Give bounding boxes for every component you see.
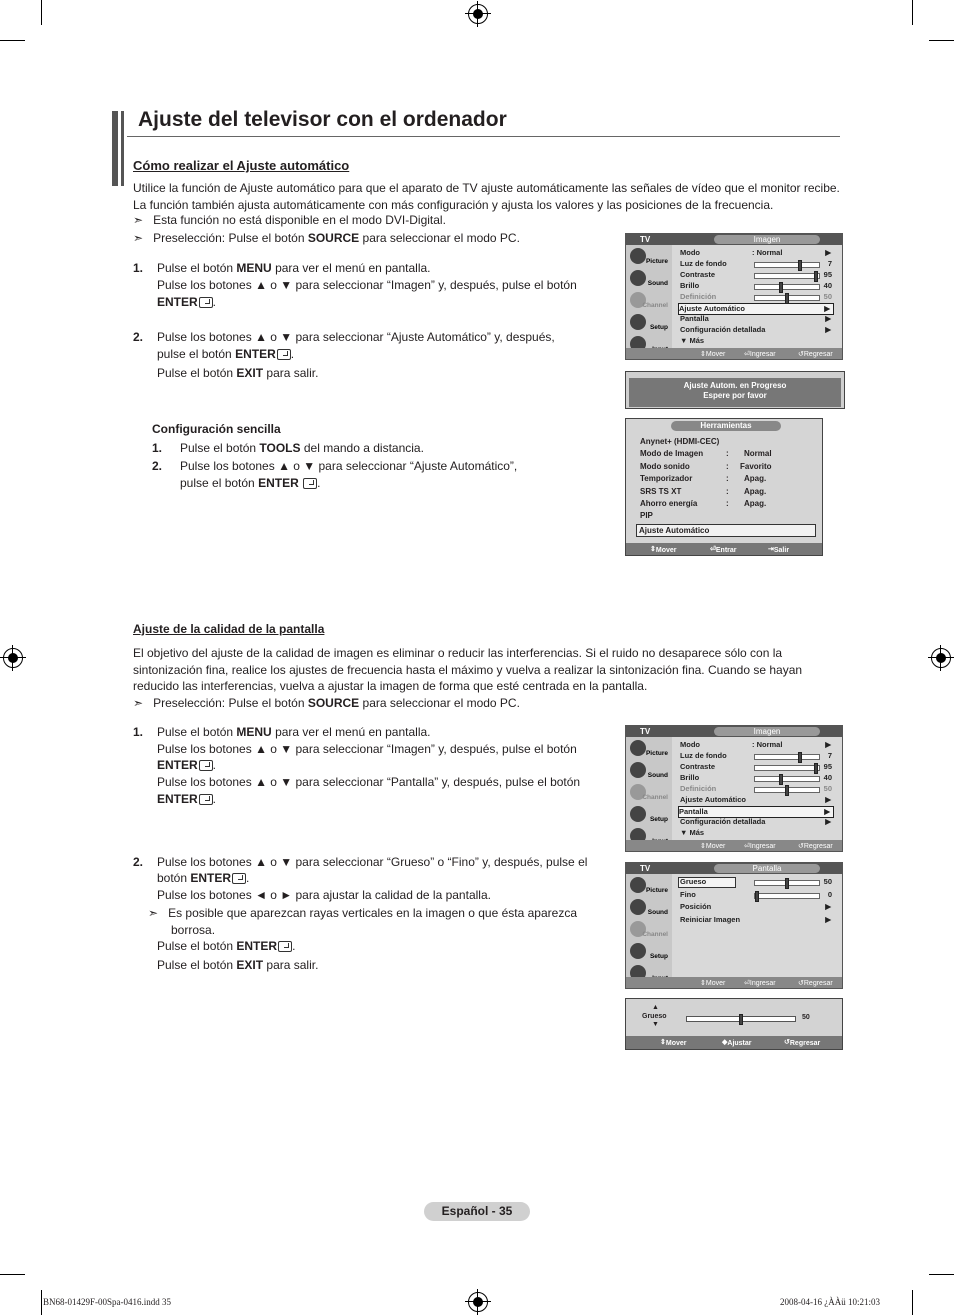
- tools-row: Modo sonido : Favorito: [640, 462, 772, 471]
- setup-icon: [630, 806, 646, 822]
- osd-row-brillo: Brillo 40: [680, 281, 834, 291]
- step-text: Pulse el botón EXIT para salir.: [157, 366, 319, 380]
- side-label: Sound: [647, 772, 668, 779]
- tools-selected-row: Ajuste Automático: [636, 524, 816, 537]
- enter-icon: [232, 873, 246, 884]
- step-text: Pulse el botón ENTER .: [157, 939, 296, 953]
- up-arrow-icon: ▲: [652, 1004, 659, 1011]
- step-text: Pulse el botón MENU para ver el menú en pantalla.: [157, 261, 431, 275]
- osd-row-fino: Fino 0: [680, 890, 834, 900]
- header-bar: [121, 111, 124, 186]
- tools-row: Anynet+ (HDMI-CEC): [640, 437, 720, 446]
- footer-file-info: BN68-01429F-00Spa-0416.indd 35: [43, 1297, 171, 1307]
- step-text: ENTER .: [157, 758, 217, 772]
- osd-row-contraste: Contraste 95: [680, 762, 834, 772]
- side-label: Setup: [649, 816, 668, 823]
- side-label: Setup: [649, 324, 668, 331]
- enter-icon: [199, 297, 213, 308]
- enter-icon: [303, 478, 317, 489]
- tools-row: Modo de Imagen : Normal: [640, 449, 772, 458]
- header-bar: [112, 111, 118, 186]
- osd-tv-label: TV: [640, 727, 651, 736]
- progress-line: Ajuste Autom. en Progreso: [683, 381, 787, 390]
- tools-menu: Herramientas Anynet+ (HDMI-CEC) Modo de Imagen : Normal Modo sonido : Favorito Temporizador : Apag. SRS TS XT : Apag. Ahorro energía : Apag. PIP Ajuste Automático ⇕ Mover ⏎ Entrar ⇥ Salir: [625, 418, 823, 556]
- enter-icon: [199, 760, 213, 771]
- step-text: Pulse los botones ◄ o ► para ajustar la calidad de la pantalla.: [157, 888, 491, 902]
- picture-icon: [630, 740, 646, 756]
- osd-row-definicion: Definición 50: [680, 292, 834, 302]
- slider-knob: [755, 891, 759, 902]
- page-number-label: Español - 35: [424, 1202, 530, 1221]
- progress-line: Espere por favor: [703, 391, 767, 400]
- osd-row-luz: Luz de fondo 7: [680, 259, 834, 269]
- note: ➣ Preselección: Pulse el botón SOURCE para seleccionar el modo PC.: [133, 231, 520, 245]
- tools-title: Herramientas: [671, 421, 781, 431]
- down-arrow-icon: ▼: [652, 1021, 659, 1028]
- step-number: 1.: [152, 441, 163, 455]
- tools-row: Temporizador : Apag.: [640, 474, 767, 483]
- crop-mark: [929, 40, 954, 41]
- auto-adjust-progress-dialog: [625, 371, 845, 409]
- side-label: Setup: [649, 953, 668, 960]
- side-label: Channel: [642, 302, 668, 309]
- osd-row-definicion: Definición 50: [680, 784, 834, 794]
- step-text: Pulse los botones ▲ o ▼ para seleccionar “Pantalla” y, después, pulse el botón: [157, 775, 581, 789]
- grueso-adjust-bar: ▲ Grueso ▼ 50 ⇕ Mover ◆ Ajustar ↺ Regresar: [625, 998, 843, 1050]
- osd-row-ajuste: Ajuste Automático ▶: [680, 795, 831, 804]
- side-label: Channel: [642, 931, 668, 938]
- note-arrow-icon: ➣: [133, 231, 144, 245]
- footer-timestamp: 2008-04-16 ¿ÀÀü 10:21:03: [780, 1297, 880, 1307]
- side-label: Sound: [647, 280, 668, 287]
- tools-row: SRS TS XT : Apag.: [640, 487, 767, 496]
- osd-row-posicion: Posición ▶: [680, 902, 831, 911]
- picture-icon: [630, 877, 646, 893]
- side-label: Picture: [645, 887, 668, 894]
- step-text: Pulse los botones ▲ o ▼ para seleccionar “Ajuste Automático”,: [180, 459, 518, 473]
- step-number: 2.: [152, 459, 163, 473]
- osd-row-mas: ▼ Más: [680, 336, 705, 345]
- registration-mark-icon: [468, 4, 488, 24]
- enter-icon: [199, 794, 213, 805]
- osd-row-ajuste-selected: Ajuste Automático ▶: [678, 303, 834, 315]
- note: borrosa.: [171, 923, 216, 937]
- crop-mark: [41, 1290, 42, 1315]
- step-text: Pulse los botones ▲ o ▼ para seleccionar “Imagen” y, después, pulse el botón: [157, 278, 577, 292]
- osd-tab-title: Imagen: [714, 727, 820, 736]
- crop-mark: [41, 0, 42, 25]
- step-number: 2.: [133, 855, 144, 869]
- registration-mark-icon: [931, 648, 951, 668]
- osd-row-config: Configuración detallada ▶: [680, 325, 831, 334]
- crop-mark: [929, 1274, 954, 1275]
- step-text: pulse el botón ENTER .: [180, 476, 321, 490]
- side-label: Picture: [645, 258, 668, 265]
- osd-tab-title: Pantalla: [714, 864, 820, 873]
- page-title: Ajuste del televisor con el ordenador: [138, 108, 507, 131]
- step-text: ENTER .: [157, 792, 217, 806]
- side-label: Channel: [642, 794, 668, 801]
- intro-paragraph: Utilice la función de Ajuste automático para que el aparato de TV ajuste automáticamente las señales de vídeo que el monitor recibe. La función también ajusta automáticamente con más configuración y ajusta los valores y las posiciones de la frecuencia.: [133, 181, 840, 212]
- step-number: 1.: [133, 725, 144, 739]
- step-text: Pulse los botones ▲ o ▼ para seleccionar “Grueso” o “Fino” y, después, pulse el: [157, 855, 588, 869]
- note: ➣ Preselección: Pulse el botón SOURCE para seleccionar el modo PC.: [133, 696, 520, 710]
- step-text: ENTER .: [157, 295, 217, 309]
- step-number: 1.: [133, 261, 144, 275]
- sound-icon: [630, 899, 646, 915]
- side-label: Picture: [645, 750, 668, 757]
- osd-row-pantalla: Pantalla ▶: [680, 314, 831, 323]
- osd-row-grueso: Grueso 50: [680, 877, 834, 887]
- tools-row: PIP: [640, 511, 653, 520]
- adjust-track: [686, 1016, 796, 1022]
- enter-icon: [278, 941, 292, 952]
- registration-mark-icon: [3, 648, 23, 668]
- sound-icon: [630, 762, 646, 778]
- setup-icon: [630, 943, 646, 959]
- osd-tab-title: Imagen: [714, 235, 820, 244]
- step-text: Pulse los botones ▲ o ▼ para seleccionar “Imagen” y, después, pulse el botón: [157, 742, 577, 756]
- side-label: Sound: [647, 909, 668, 916]
- adjust-value: 50: [802, 1014, 810, 1021]
- step-number: 2.: [133, 330, 144, 344]
- osd-row-mas: ▼ Más: [680, 828, 705, 837]
- crop-mark: [912, 0, 913, 25]
- note: ➣ Es posible que aparezcan rayas verticales en la imagen o que ésta aparezca: [148, 906, 577, 920]
- step-text: Pulse el botón MENU para ver el menú en pantalla.: [157, 725, 431, 739]
- osd-row-modo: Modo : Normal ▶: [680, 248, 831, 257]
- intro-paragraph: El objetivo del ajuste de la calidad de imagen es eliminar o reducir las interferencias. Si el ruido no desaparece sólo con la sintonización fina, realice los ajustes de frecuencia hasta el máximo y vuelva a realizar la sintonización fina. Cuando se hayan reducido las interferencias, vuelva a ajustar la imagen de forma que esté centrada en la pantalla.: [133, 646, 803, 693]
- osd-row-modo: Modo : Normal ▶: [680, 740, 831, 749]
- crop-mark: [0, 1274, 25, 1275]
- enter-icon: [277, 349, 291, 360]
- osd-tv-label: TV: [640, 235, 651, 244]
- osd-row-pantalla-selected: Pantalla ▶: [678, 806, 834, 818]
- sound-icon: [630, 270, 646, 286]
- osd-row-luz: Luz de fondo 7: [680, 751, 834, 761]
- subheading: Configuración sencilla: [152, 422, 281, 436]
- crop-mark: [912, 1290, 913, 1315]
- picture-icon: [630, 248, 646, 264]
- step-text: botón ENTER .: [157, 871, 250, 885]
- step-text: Pulse el botón TOOLS del mando a distancia.: [180, 441, 424, 455]
- registration-mark-icon: [468, 1292, 488, 1312]
- osd-row-contraste: Contraste 95: [680, 270, 834, 280]
- slider-knob: [739, 1014, 743, 1025]
- note-arrow-icon: ➣: [133, 696, 144, 710]
- title-rule: [127, 136, 840, 137]
- step-text: Pulse el botón EXIT para salir.: [157, 958, 319, 972]
- osd-row-config: Configuración detallada ▶: [680, 817, 831, 826]
- note: ➣ Esta función no está disponible en el modo DVI-Digital.: [133, 213, 446, 227]
- tv-osd-picture-menu: TV Imagen Picture Sound Channel Setup Modo : Normal ▶ Luz de fondo 7 Contraste 95 Brillo 40 Definición 50 Ajuste Automático ▶ Pantalla ▶ Configuración detallada ▶ ▼ Más ⇕ Mover ⏎ Ingresar ↺ Regresar: [625, 233, 843, 360]
- osd-tv-label: TV: [640, 864, 651, 873]
- adjust-label: Grueso: [642, 1013, 667, 1020]
- setup-icon: [630, 314, 646, 330]
- step-text: Pulse los botones ▲ o ▼ para seleccionar “Ajuste Automático” y, después,: [157, 330, 555, 344]
- tv-osd-pantalla-menu: TV Pantalla Picture Sound Channel Setup Grueso 50 Fino 0 Posición ▶ Reiniciar Imagen ▶ ⇕ Mover ⏎ Ingresar ↺ Regresar: [625, 862, 843, 989]
- section-heading: Cómo realizar el Ajuste automático: [133, 158, 350, 173]
- crop-mark: [0, 40, 25, 41]
- osd-row-brillo: Brillo 40: [680, 773, 834, 783]
- slider-knob: [785, 878, 789, 889]
- step-text: pulse el botón ENTER .: [157, 347, 295, 361]
- section-heading: Ajuste de la calidad de la pantalla: [133, 622, 325, 636]
- osd-row-reiniciar: Reiniciar Imagen ▶: [680, 915, 831, 924]
- tools-row: Ahorro energía : Apag.: [640, 499, 767, 508]
- note-arrow-icon: ➣: [133, 213, 144, 227]
- note-arrow-icon: ➣: [148, 906, 159, 920]
- tv-osd-picture-menu-2: TV Imagen Picture Sound Channel Setup Modo : Normal ▶ Luz de fondo 7 Contraste 95 Brillo 40 Definición 50 Ajuste Automático ▶ Pantalla ▶ Configuración detallada ▶ ▼ Más ⇕ Mover ⏎ Ingresar ↺ Regresar: [625, 725, 843, 852]
